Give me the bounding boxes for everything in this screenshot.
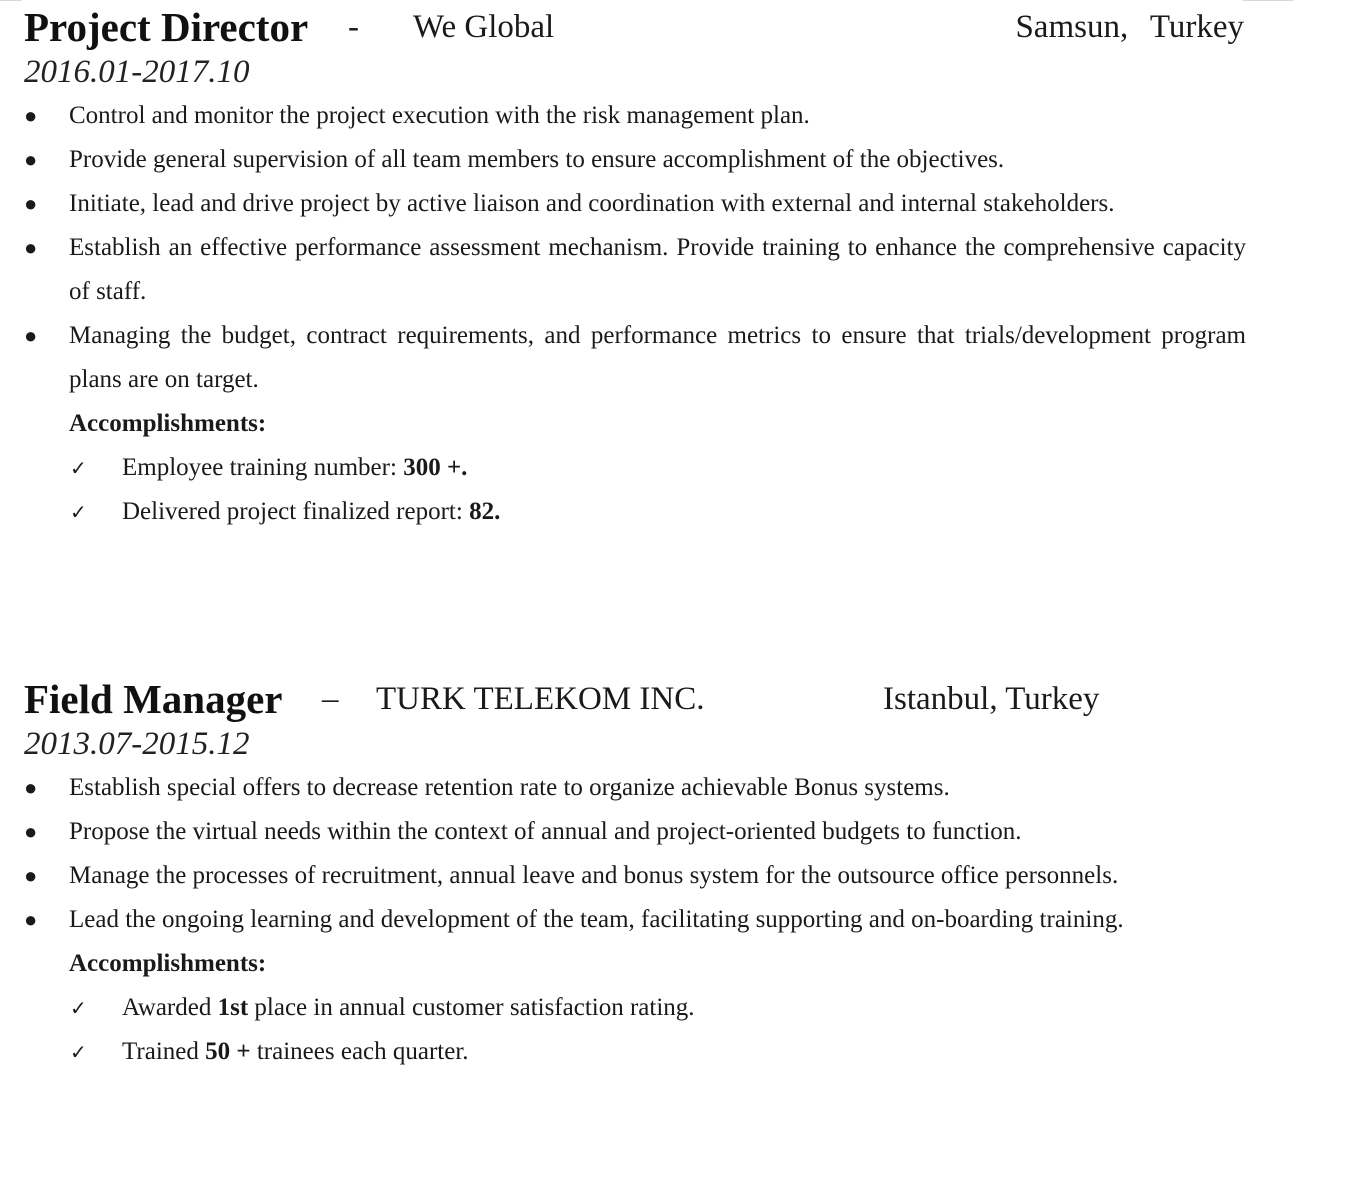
job-title: Project Director — [24, 4, 309, 50]
duty-item — [24, 766, 1246, 810]
bullet-icon: ● — [24, 863, 38, 888]
duty-text: Control and monitor the project execution with the risk management plan. — [69, 102, 810, 129]
accomplishment-value: 50 + — [205, 1038, 251, 1065]
job-dates: 2016.01-2017.10 — [24, 54, 250, 90]
accomplishment-value: 300 +. — [403, 454, 468, 481]
accomplishment-text-after: trainees each quarter. — [250, 1038, 469, 1065]
duty-text: Managing the budget, contract requirements, and performance metrics to ensure that trials/development program plans are on target. — [69, 322, 1246, 393]
duty-item — [24, 810, 1246, 854]
duty-item — [24, 138, 1246, 182]
duties-list — [24, 766, 1246, 942]
duty-text: Establish an effective performance assessment mechanism. Provide training to enhance the comprehensive capacity of staff. — [69, 234, 1246, 305]
duty-text: Manage the processes of recruitment, annual leave and bonus system for the outsource office personnels. — [69, 862, 1119, 889]
accomplishments-heading: Accomplishments: — [69, 950, 267, 977]
title-separator: – — [322, 681, 339, 717]
accomplishment-item — [24, 1030, 1246, 1074]
accomplishment-text: Trained — [122, 1038, 206, 1065]
bullet-icon: ● — [24, 907, 38, 932]
accomplishments-list — [24, 986, 1246, 1074]
accomplishment-text: Delivered project finalized report: — [122, 498, 470, 525]
job-location: Samsun, Turkey — [1015, 9, 1244, 45]
top-divider-right — [1243, 0, 1293, 1]
accomplishment-item — [24, 446, 1246, 490]
top-divider-left — [0, 0, 22, 1]
duty-text: Initiate, lead and drive project by active liaison and coordination with external and internal stakeholders. — [69, 190, 1115, 217]
checkmark-icon: ✓ — [70, 456, 87, 480]
bullet-icon: ● — [24, 235, 38, 260]
title-separator: - — [348, 9, 359, 45]
bullet-icon: ● — [24, 147, 38, 172]
job-location: Istanbul, Turkey — [883, 681, 1100, 717]
job-header — [24, 672, 1246, 726]
job-entry-field-manager — [24, 672, 1246, 1074]
bullet-icon: ● — [24, 191, 38, 216]
accomplishment-text: Employee training number: — [122, 454, 404, 481]
checkmark-icon: ✓ — [70, 1040, 87, 1064]
company-name: We Global — [413, 9, 555, 45]
accomplishment-text-after: place in annual customer satisfaction rating. — [248, 994, 695, 1021]
bullet-icon: ● — [24, 103, 38, 128]
company-name: TURK TELEKOM INC. — [376, 681, 705, 717]
checkmark-icon: ✓ — [70, 500, 87, 524]
duty-text: Lead the ongoing learning and development of the team, facilitating supporting and on-boarding training. — [69, 906, 1124, 933]
job-entry-project-director — [24, 0, 1246, 534]
duty-item — [24, 314, 1246, 402]
accomplishments-list — [24, 446, 1246, 534]
bullet-icon: ● — [24, 819, 38, 844]
bullet-icon: ● — [24, 323, 38, 348]
accomplishment-value: 82. — [469, 498, 501, 525]
accomplishment-value: 1st — [217, 994, 249, 1021]
accomplishment-item — [24, 986, 1246, 1030]
duty-item — [24, 94, 1246, 138]
duties-list — [24, 94, 1246, 402]
duty-text: Propose the virtual needs within the context of annual and project-oriented budgets to function. — [69, 818, 1022, 845]
duty-item — [24, 226, 1246, 314]
duty-item — [24, 182, 1246, 226]
accomplishment-text: Awarded — [122, 994, 218, 1021]
job-header — [24, 0, 1246, 54]
checkmark-icon: ✓ — [70, 996, 87, 1020]
job-dates: 2013.07-2015.12 — [24, 726, 250, 762]
duty-text: Provide general supervision of all team members to ensure accomplishment of the objectives. — [69, 146, 1005, 173]
job-title: Field Manager — [24, 676, 283, 722]
duty-item — [24, 854, 1246, 898]
accomplishment-item — [24, 490, 1246, 534]
accomplishments-heading: Accomplishments: — [69, 410, 267, 437]
duty-text: Establish special offers to decrease retention rate to organize achievable Bonus systems. — [69, 774, 950, 801]
bullet-icon: ● — [24, 775, 38, 800]
duty-item — [24, 898, 1246, 942]
